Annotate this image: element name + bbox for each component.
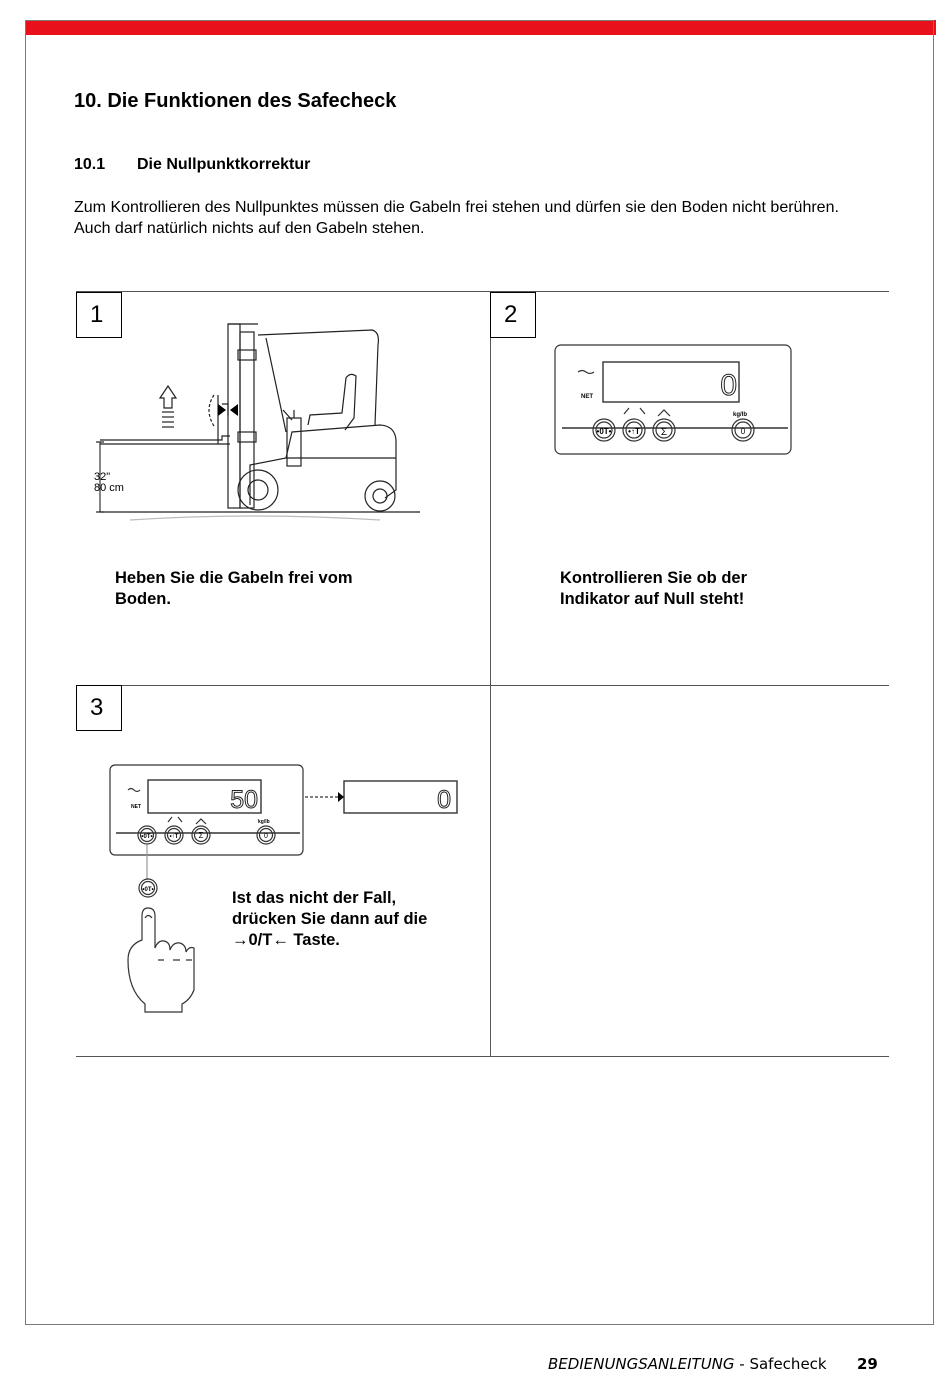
section-title: 10. Die Funktionen des Safecheck	[74, 90, 397, 112]
footer-doc-title-suffix: - Safecheck	[734, 1355, 827, 1373]
step-1-caption-line-2: Boden.	[115, 590, 171, 608]
step-3-caption-line-2: drücken Sie dann auf die	[232, 910, 428, 928]
net-label-step-3: NET	[131, 804, 141, 810]
display-value-before: 50	[230, 786, 258, 814]
step-3-caption-line-3: →0/T← Taste.	[232, 931, 340, 949]
zero-tare-key-pressed-glyph: •0T•	[142, 887, 154, 893]
height-inches-label: 32"	[94, 471, 111, 483]
footer-doc-title-main: BEDIENUNGSANLEITUNG	[548, 1355, 735, 1373]
subsection-number: 10.1	[74, 156, 106, 173]
step-2-caption-line-1: Kontrollieren Sie ob der	[560, 569, 748, 587]
step-2-caption-line-2: Indikator auf Null steht!	[560, 590, 745, 608]
sum-key-glyph: Σ	[660, 427, 668, 438]
zero-tare-key-glyph-step-3: •0T•	[141, 834, 153, 840]
subsection-title: Die Nullpunktkorrektur	[137, 156, 311, 173]
net-label-step-2: NET	[581, 394, 593, 400]
footer-doc-title	[548, 1355, 827, 1373]
height-cm-label: 80 cm	[94, 482, 124, 494]
footer-page-number: 29	[857, 1355, 878, 1373]
step-3-caption	[232, 888, 427, 951]
step-3-caption-line-1: Ist das nicht der Fall,	[232, 889, 397, 907]
zero-tare-key-glyph: •0T•	[596, 427, 612, 436]
step-1-caption-line-1: Heben Sie die Gabeln frei vom	[115, 569, 353, 587]
unit-label-step-2: kg/lb	[733, 412, 748, 418]
step-1-number: 1	[76, 292, 122, 338]
display-value-step-2: 0	[720, 369, 737, 402]
power-key-glyph: 0	[740, 427, 746, 436]
tare-key-glyph: •↑T	[628, 427, 640, 436]
display-value-after: 0	[437, 786, 451, 814]
power-key-glyph-step-3: 0	[264, 833, 268, 840]
tare-key-glyph-step-3: •↑T	[169, 834, 179, 840]
unit-label-step-3: kg/lb	[258, 819, 270, 825]
step-2-number: 2	[490, 292, 536, 338]
intro-paragraph: Zum Kontrollieren des Nullpunktes müssen die Gabeln frei stehen und dürfen sie den Boden nicht berühren. Auch darf natürlich nichts auf den Gabeln stehen.	[74, 199, 839, 237]
step-3-number: 3	[76, 685, 122, 731]
sum-key-glyph-step-3: Σ	[198, 831, 204, 840]
